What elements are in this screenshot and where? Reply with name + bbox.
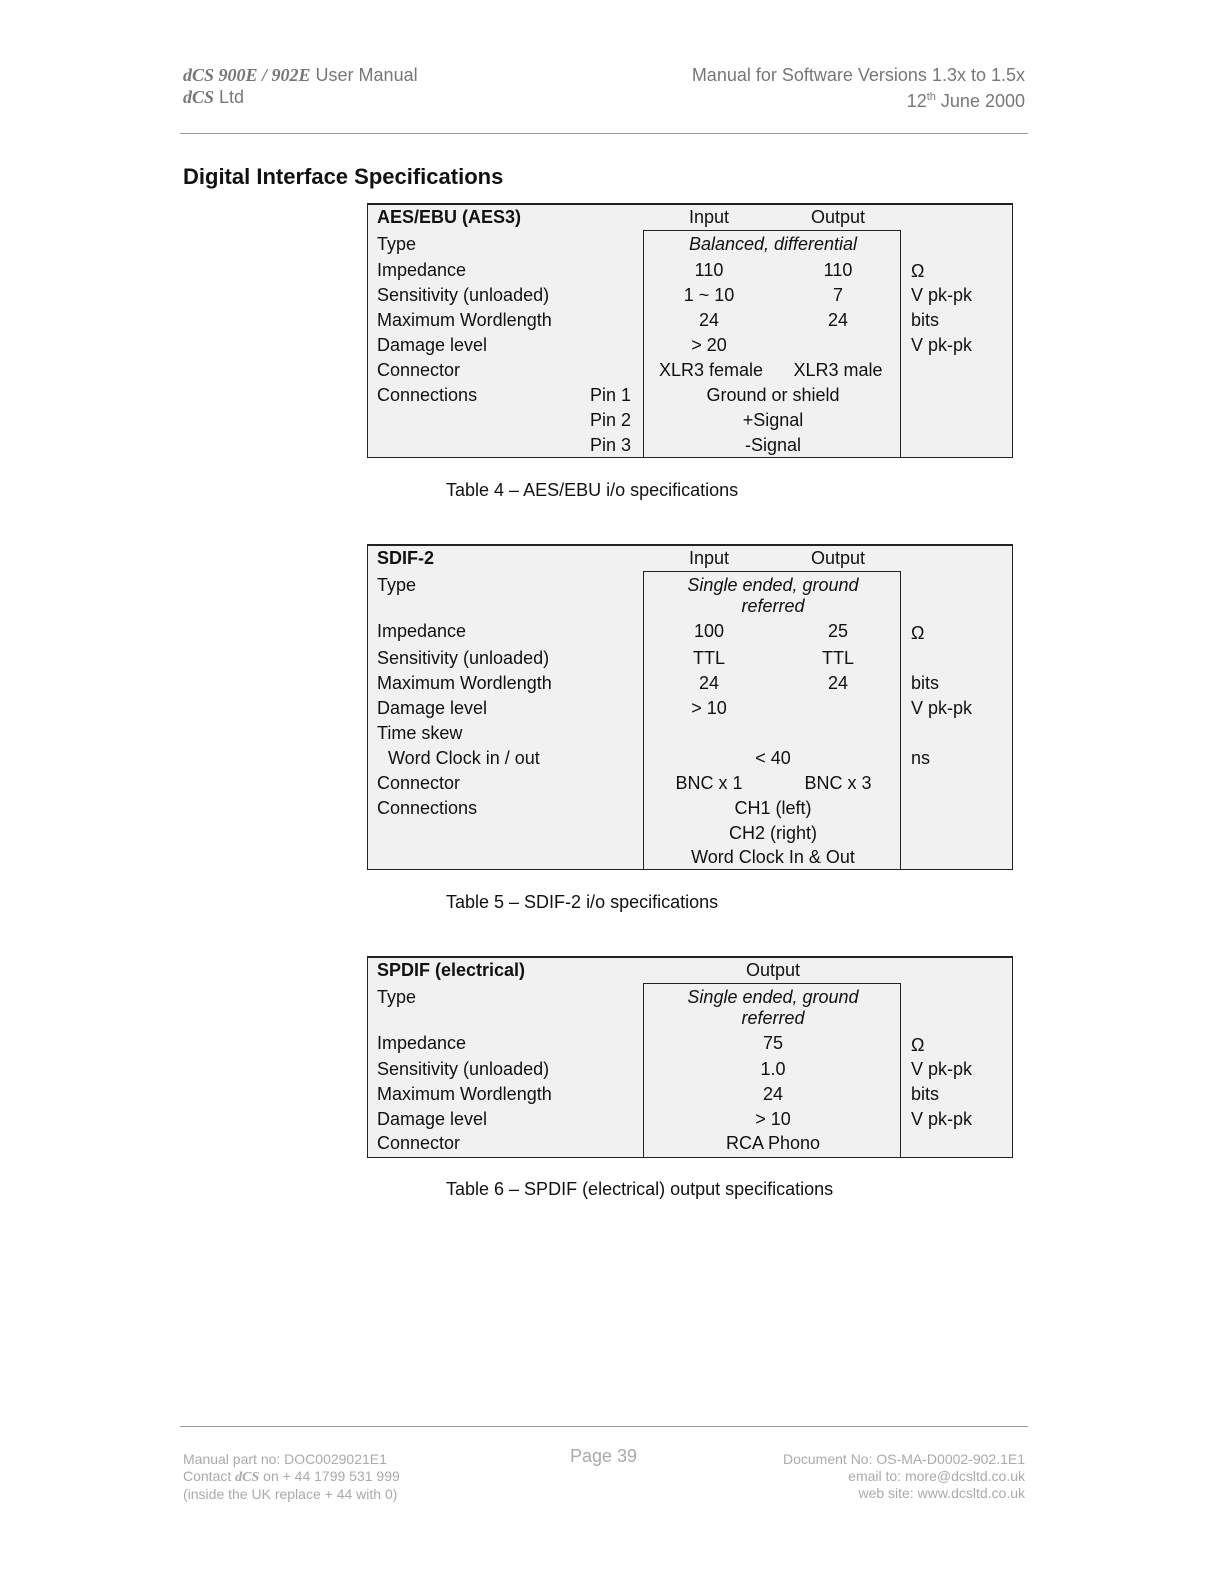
wordlength-input: 24 bbox=[698, 310, 720, 330]
row-label-connector: Connector bbox=[377, 360, 461, 380]
wordlength-output: 24 bbox=[827, 673, 849, 693]
connection-ch1: CH1 (left) bbox=[734, 798, 812, 818]
pin2-label: Pin 2 bbox=[589, 410, 631, 430]
date-suffix: th bbox=[926, 91, 936, 103]
connector-input: XLR3 female bbox=[659, 360, 764, 380]
value-box-top bbox=[643, 571, 901, 572]
footer-divider bbox=[180, 1426, 1028, 1427]
contact-phone: on + 44 1799 531 999 bbox=[263, 1468, 400, 1484]
aes-ebu-table bbox=[367, 203, 1013, 459]
type-value-line2: referred bbox=[741, 1008, 805, 1028]
row-label-connections: Connections bbox=[377, 385, 478, 405]
page-number: Page 39 bbox=[570, 1446, 638, 1466]
sdif2-table bbox=[367, 544, 1013, 871]
doc-title: User Manual bbox=[315, 65, 418, 85]
pin1-label: Pin 1 bbox=[589, 385, 631, 405]
damage-unit: V pk-pk bbox=[911, 1109, 973, 1129]
table-heading: SDIF-2 bbox=[377, 548, 435, 568]
row-label-connector: Connector bbox=[377, 1133, 461, 1153]
header-manual-title bbox=[183, 64, 418, 86]
connector-input: BNC x 1 bbox=[675, 773, 743, 793]
wordlength-unit: bits bbox=[911, 673, 940, 693]
damage-value: > 10 bbox=[755, 1109, 791, 1129]
row-label-type: Type bbox=[377, 987, 417, 1007]
wordlength-output: 24 bbox=[827, 310, 849, 330]
connector-output: XLR3 male bbox=[793, 360, 883, 380]
connector-output: BNC x 3 bbox=[804, 773, 872, 793]
email-link[interactable]: email to: more@dcsltd.co.uk bbox=[848, 1468, 1025, 1484]
column-divider bbox=[643, 230, 644, 458]
brand-company: dCS bbox=[183, 87, 215, 107]
header-date bbox=[692, 86, 1025, 112]
sensitivity-input: 1 ~ 10 bbox=[683, 285, 735, 305]
damage-input: > 10 bbox=[691, 698, 727, 718]
header-right bbox=[692, 64, 1025, 112]
row-label-damage: Damage level bbox=[377, 1109, 488, 1129]
row-label-impedance: Impedance bbox=[377, 260, 467, 280]
row-label-wordlength: Maximum Wordlength bbox=[377, 673, 552, 693]
row-label-impedance: Impedance bbox=[377, 621, 467, 641]
wordclock-value: < 40 bbox=[755, 748, 791, 768]
damage-unit: V pk-pk bbox=[911, 335, 973, 355]
col-input-header: Input bbox=[688, 548, 730, 568]
table-heading: AES/EBU (AES3) bbox=[377, 207, 522, 227]
impedance-output: 110 bbox=[823, 260, 853, 280]
pin2-value: +Signal bbox=[742, 410, 804, 430]
contact-brand: dCS bbox=[235, 1470, 260, 1485]
sensitivity-value: 1.0 bbox=[760, 1059, 786, 1079]
version-text: Manual for Software Versions 1.3x to 1.5x bbox=[691, 65, 1025, 85]
type-value-line1: Single ended, ground bbox=[687, 987, 859, 1007]
row-label-timeskew: Time skew bbox=[377, 723, 463, 743]
part-number: Manual part no: DOC0029021E1 bbox=[183, 1451, 387, 1467]
table-caption: Table 5 – SDIF-2 i/o specifications bbox=[446, 892, 719, 912]
damage-unit: V pk-pk bbox=[911, 698, 973, 718]
document-number: Document No: OS-MA-D0002-902.1E1 bbox=[783, 1451, 1025, 1467]
table-caption: Table 4 – AES/EBU i/o specifications bbox=[446, 480, 739, 500]
value-box-top bbox=[643, 983, 901, 984]
row-label-connector: Connector bbox=[377, 773, 461, 793]
contact-prefix: Contact bbox=[183, 1468, 232, 1484]
damage-input: > 20 bbox=[691, 335, 727, 355]
header-left bbox=[183, 64, 418, 108]
pin3-label: Pin 3 bbox=[589, 435, 631, 455]
impedance-input: 100 bbox=[693, 621, 725, 641]
column-divider bbox=[643, 983, 644, 1158]
impedance-output: 25 bbox=[827, 621, 849, 641]
impedance-unit: Ω bbox=[911, 1035, 925, 1055]
column-divider bbox=[643, 571, 644, 870]
connection-wordclock: Word Clock In & Out bbox=[691, 847, 855, 867]
connector-value: RCA Phono bbox=[725, 1133, 821, 1153]
type-value: Balanced, differential bbox=[688, 234, 858, 254]
row-label-wordlength: Maximum Wordlength bbox=[377, 1084, 552, 1104]
col-output-header: Output bbox=[745, 960, 801, 980]
date-day: 12 bbox=[906, 91, 927, 111]
uk-note: (inside the UK replace + 44 with 0) bbox=[183, 1486, 398, 1502]
contact-line bbox=[183, 1468, 400, 1486]
company-suffix: Ltd bbox=[219, 87, 245, 107]
col-input-header: Input bbox=[688, 207, 730, 227]
row-label-impedance: Impedance bbox=[377, 1033, 467, 1053]
footer-left bbox=[183, 1451, 400, 1503]
sensitivity-unit: V pk-pk bbox=[911, 285, 973, 305]
sensitivity-output: 7 bbox=[832, 285, 843, 305]
date-rest: June 2000 bbox=[940, 91, 1025, 111]
section-title: Digital Interface Specifications bbox=[183, 164, 504, 189]
col-output-header: Output bbox=[810, 207, 866, 227]
type-value-line1: Single ended, ground bbox=[687, 575, 859, 595]
value-box-top bbox=[643, 230, 901, 231]
sensitivity-output: TTL bbox=[821, 648, 854, 668]
header-divider bbox=[180, 133, 1028, 134]
row-label-damage: Damage level bbox=[377, 698, 488, 718]
brand-model: dCS 900E / 902E bbox=[183, 65, 311, 85]
pin3-value: -Signal bbox=[744, 435, 802, 455]
type-value-line2: referred bbox=[741, 596, 805, 616]
table-caption: Table 6 – SPDIF (electrical) output specifications bbox=[446, 1179, 834, 1199]
wordlength-input: 24 bbox=[698, 673, 720, 693]
connection-ch2: CH2 (right) bbox=[728, 823, 817, 843]
sensitivity-input: TTL bbox=[692, 648, 725, 668]
row-label-sensitivity: Sensitivity (unloaded) bbox=[377, 285, 550, 305]
row-label-wordclock: Word Clock in / out bbox=[388, 748, 540, 768]
row-label-damage: Damage level bbox=[377, 335, 488, 355]
sensitivity-unit: V pk-pk bbox=[911, 1059, 973, 1079]
wordlength-unit: bits bbox=[911, 1084, 940, 1104]
pin1-value: Ground or shield bbox=[706, 385, 840, 405]
row-label-type: Type bbox=[377, 234, 417, 254]
row-label-type: Type bbox=[377, 575, 417, 595]
row-label-sensitivity: Sensitivity (unloaded) bbox=[377, 1059, 550, 1079]
row-label-connections: Connections bbox=[377, 798, 478, 818]
impedance-input: 110 bbox=[694, 260, 724, 280]
header-company bbox=[183, 86, 418, 108]
row-label-sensitivity: Sensitivity (unloaded) bbox=[377, 648, 550, 668]
row-label-wordlength: Maximum Wordlength bbox=[377, 310, 552, 330]
col-output-header: Output bbox=[810, 548, 866, 568]
wordclock-unit: ns bbox=[911, 748, 931, 768]
footer-right bbox=[783, 1451, 1025, 1502]
wordlength-unit: bits bbox=[911, 310, 940, 330]
impedance-unit: Ω bbox=[911, 261, 925, 281]
impedance-value: 75 bbox=[762, 1033, 784, 1053]
wordlength-value: 24 bbox=[762, 1084, 784, 1104]
impedance-unit: Ω bbox=[911, 623, 925, 643]
spdif-table bbox=[367, 956, 1013, 1159]
table-heading: SPDIF (electrical) bbox=[377, 960, 526, 980]
website-link[interactable]: web site: www.dcsltd.co.uk bbox=[858, 1485, 1025, 1501]
